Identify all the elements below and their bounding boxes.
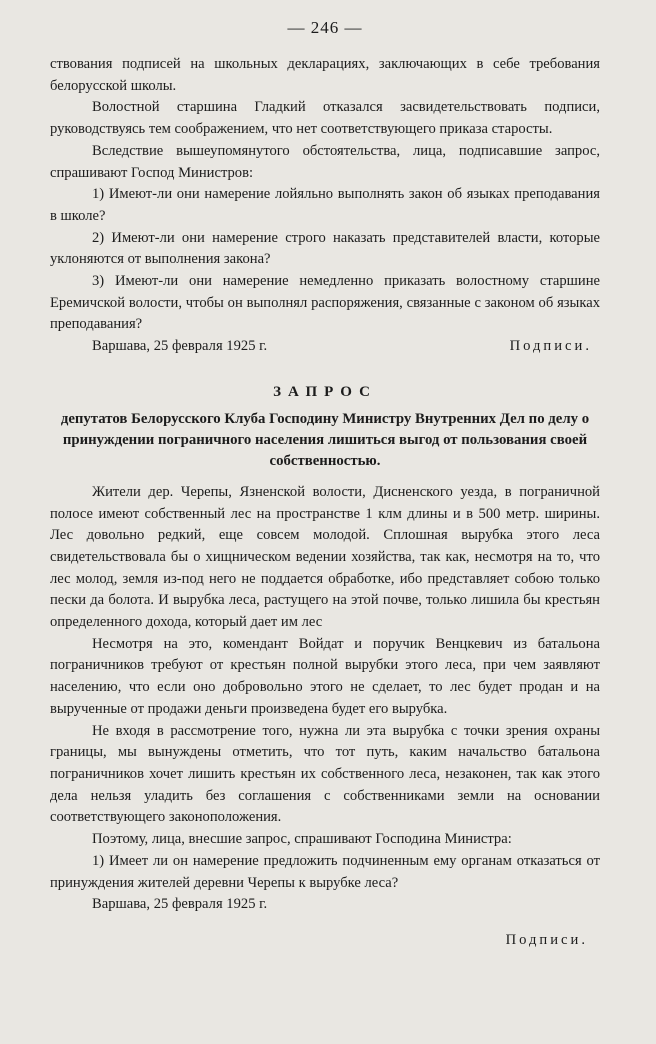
question-item: 3) Имеют-ли они намерение немедленно приказать волостному старшине Еремичской волости, чтобы он выполнял распоряжения, связанные с законом об языках преподавания? (50, 273, 600, 333)
section-1 (50, 54, 600, 358)
paragraph: Несмотря на это, комендант Войдат и поручик Венцкевич из батальона пограничников требуют от крестьян полной вырубки этого леса, при чем заявляют населению, что если оно добровольно этого не сделает, то лес будет продан и на вырученные от продажи деньги произведена будет его вырубка. (50, 635, 600, 717)
signatures-label: Подписи. (509, 338, 592, 355)
section-2 (50, 482, 600, 952)
paragraph: ствования подписей на школьных декларациях, заключающих в себе требования белорусской школы. (50, 56, 600, 94)
paragraph: Поэтому, лица, внесшие запрос, спрашивают Господина Министра: (92, 831, 512, 848)
signature-line (50, 930, 600, 952)
question-item: 2) Имеют-ли они намерение строго наказать представителей власти, которые уклоняются от выполнения закона? (50, 229, 600, 268)
signature-line (50, 336, 600, 358)
paragraph: Вследствие вышеупомянутого обстоятельства, лица, подписавшие запрос, спрашивают Господ Министров: (50, 142, 600, 181)
section-subheading: депутатов Белорусского Клуба Господину Министру Внутренних Дел по делу о принуждении пограничного населения лишиться выгод от пользования своей собственностью. (60, 410, 590, 469)
paragraph: Не входя в рассмотрение того, нужна ли эта вырубка с точки зрения охраны границы, мы вынуждены отметить, что тот путь, каким начальство батальона пограничников хочет лишить крестьян их собственного леса, незаконен, так как этого дела нельзя уладить без соглашения с собственниками земли на основании соответствующего законоположения. (50, 722, 600, 826)
paragraph: Жители дер. Черепы, Язненской волости, Дисненского уезда, в пограничной полосе имеют собственный лес на пространстве 1 клм длины и в 500 метр. ширины. Лес довольно редкий, еще совсем молодой. Сплошная вырубка этого леса свидетельствовала бы о хищническом ведении хозяйства, так как, несмотря на то, что лес молод, земля из-под него не поддается обработке, ибо представляет собою только пески да болота. И вырубка леса, растущего на этой почве, только лишила бы крестьян определенного дохода, который дает им лес (50, 483, 600, 631)
paragraph: Волостной старшина Гладкий отказался засвидетельствовать подписи, руководствуясь тем соображением, что нет соответствующего приказа старосты. (50, 99, 600, 138)
place-date: Варшава, 25 февраля 1925 г. (92, 338, 268, 355)
section-heading: ЗАПРОС (273, 383, 377, 400)
question-item: 1) Имеет ли он намерение предложить подчиненным ему органам отказаться от принуждения жителей деревни Черепы к вырубке леса? (50, 852, 600, 891)
place-date-line (50, 894, 600, 916)
signatures-label: Подписи. (505, 931, 588, 948)
page-number: — 246 — (287, 18, 363, 37)
place-date: Варшава, 25 февраля 1925 г. (92, 896, 268, 913)
question-item: 1) Имеют-ли они намерение лойяльно выполнять закон об языках преподавания в школе? (50, 186, 600, 224)
